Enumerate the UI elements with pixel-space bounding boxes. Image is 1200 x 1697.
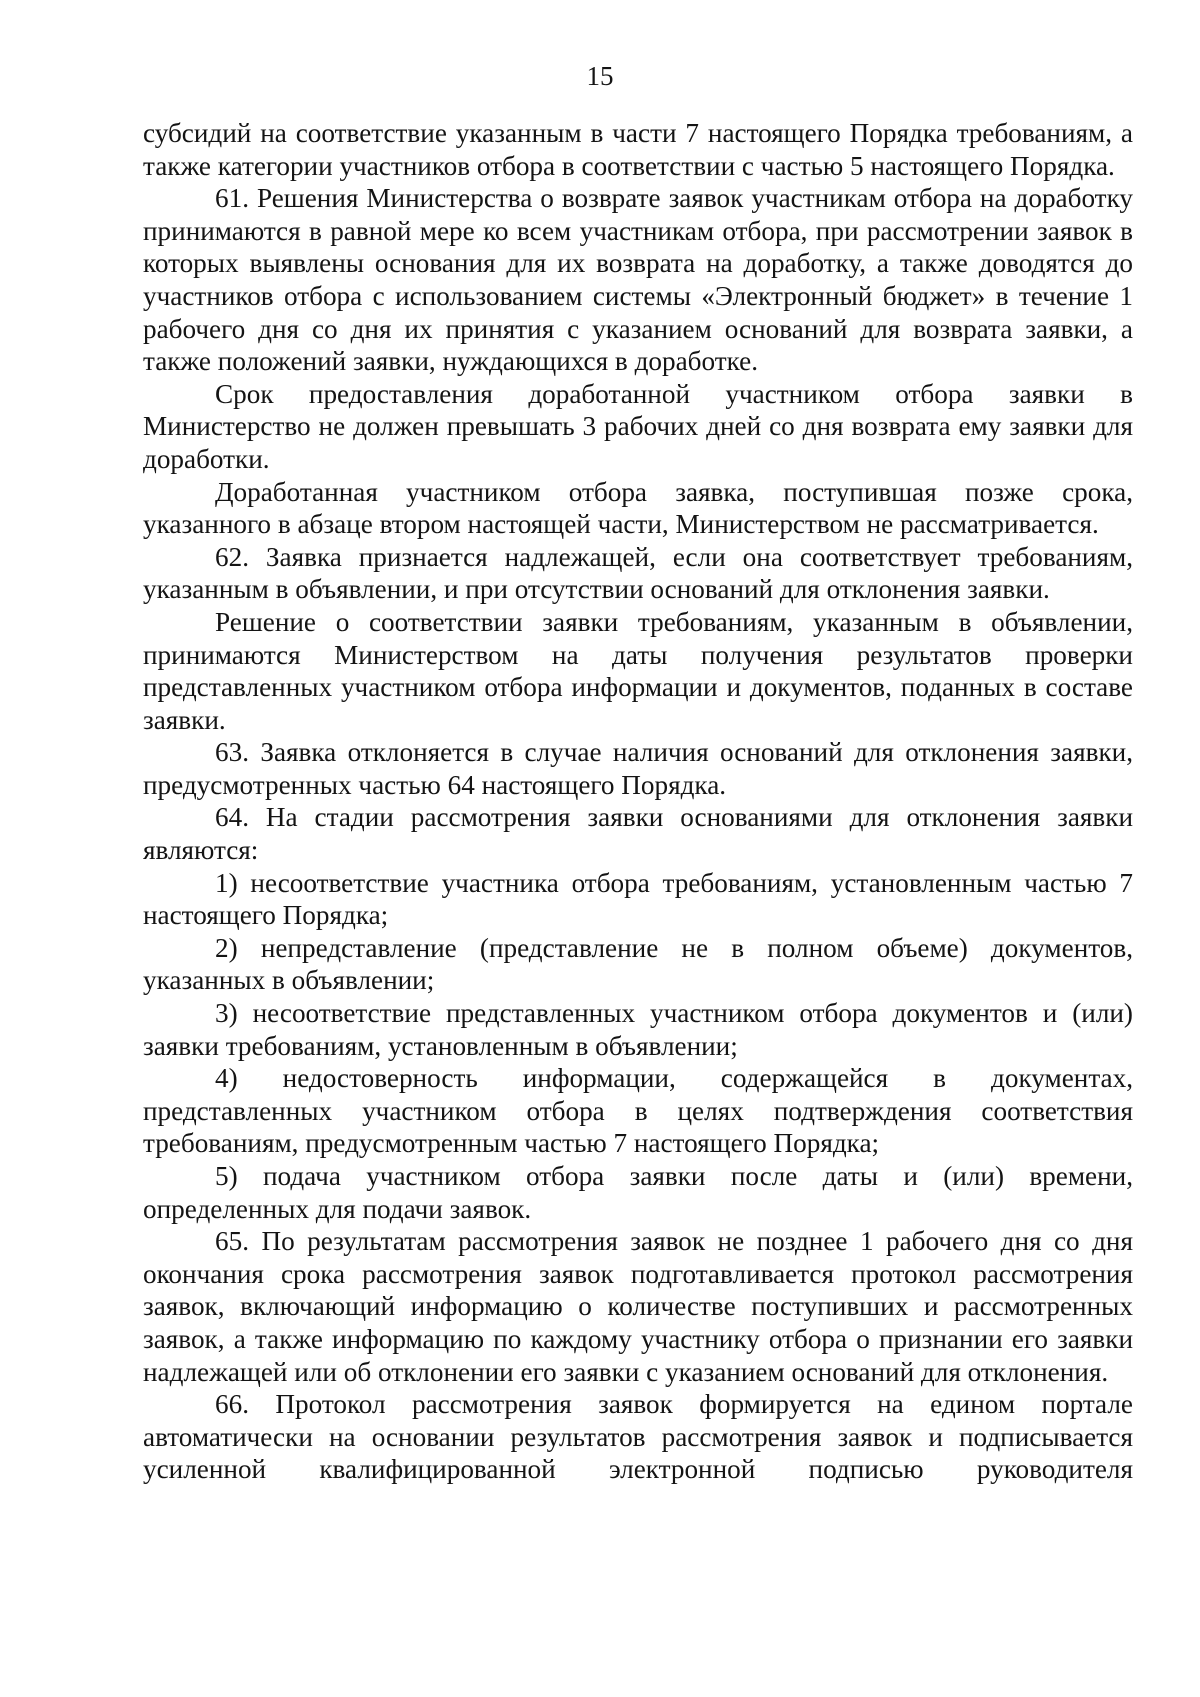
paragraph-65: 65. По результатам рассмотрения заявок не позднее 1 рабочего дня со дня окончания срока рассмотрения заявок подготавливается протокол рассмотрения заявок, включающий информацию о количестве поступивших и рассмотренных заявок, а также информацию по каждому участнику отбора о признании его заявки надлежащей или об отклонении его заявки с указанием оснований для отклонения. xyxy=(143,1226,1133,1387)
paragraph-64-item-5: 5) подача участником отбора заявки после даты и (или) времени, определенных для подачи заявок. xyxy=(143,1161,1133,1224)
page-number: 15 xyxy=(586,61,614,91)
paragraph-64-item-3: 3) несоответствие представленных участником отбора документов и (или) заявки требованиям, установленным в объявлении; xyxy=(143,998,1133,1061)
paragraph-64-item-1: 1) несоответствие участника отбора требованиям, установленным частью 7 настоящего Порядка; xyxy=(143,867,1133,931)
paragraph-63: 63. Заявка отклоняется в случае наличия оснований для отклонения заявки, предусмотренных частью 64 настоящего Порядка. xyxy=(143,737,1133,800)
paragraph-61-term: Срок предоставления доработанной участником отбора заявки в Министерство не должен превышать 3 рабочих дней со дня возврата ему заявки для доработки. xyxy=(143,378,1133,474)
paragraph-continuation: субсидий на соответствие указанным в части 7 настоящего Порядка требованиям, а также категории участников отбора в соответствии с частью 5 настоящего Порядка. xyxy=(143,118,1133,181)
paragraph-64: 64. На стадии рассмотрения заявки основаниями для отклонения заявки являются: xyxy=(143,802,1133,866)
document-body xyxy=(143,117,1133,1486)
paragraph-64-item-2: 2) непредставление (представление не в полном объеме) документов, указанных в объявлении; xyxy=(143,932,1133,996)
paragraph-61: 61. Решения Министерства о возврате заявок участникам отбора на доработку принимаются в равной мере ко всем участникам отбора, при рассмотрении заявок в которых выявлены основания для их возврата на доработку, а также доводятся до участников отбора с использованием системы «Электронный бюджет» в течение 1 рабочего дня со дня их принятия с указанием оснований для возврата заявки, а также положений заявки, нуждающихся в доработке. xyxy=(143,183,1133,377)
paragraph-61-revised: Доработанная участником отбора заявка, поступившая позже срока, указанного в абзаце втором настоящей части, Министерством не рассматривается. xyxy=(143,476,1133,540)
paragraph-66: 66. Протокол рассмотрения заявок формируется на едином портале автоматически на основании результатов рассмотрения заявок и подписывается усиленной квалифицированной электронной подписью руководителя xyxy=(143,1389,1133,1485)
paragraph-62: 62. Заявка признается надлежащей, если она соответствует требованиям, указанным в объявлении, и при отсутствии оснований для отклонения заявки. xyxy=(143,541,1133,605)
paragraph-64-item-4: 4) недостоверность информации, содержащейся в документах, представленных участником отбора в целях подтверждения соответствия требованиям, предусмотренным частью 7 настоящего Порядка; xyxy=(143,1063,1133,1159)
paragraph-62-decision: Решение о соответствии заявки требованиям, указанным в объявлении, принимаются Министерством на даты получения результатов проверки представленных участником отбора информации и документов, поданных в составе заявки. xyxy=(143,606,1133,735)
